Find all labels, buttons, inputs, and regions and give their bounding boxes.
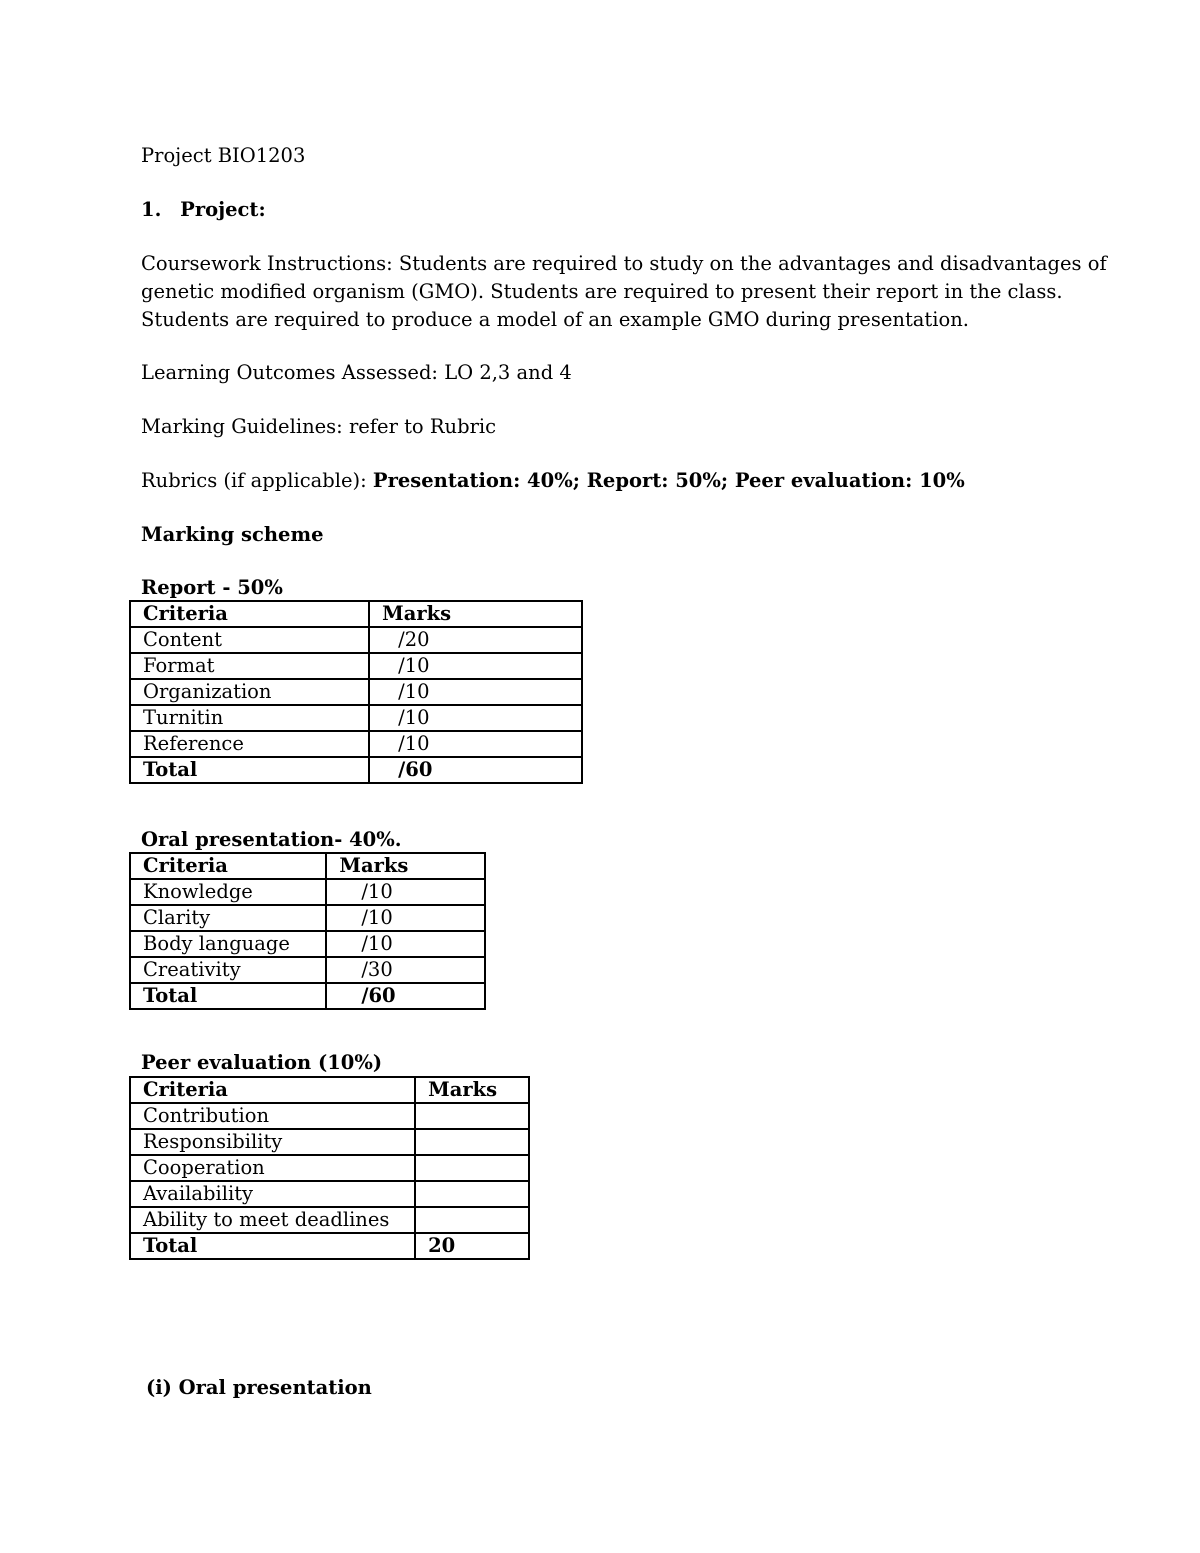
column-header: Criteria — [130, 1077, 415, 1103]
table-row — [130, 731, 582, 757]
criteria-cell: Ability to meet deadlines — [130, 1207, 415, 1233]
marks-cell: /20 — [369, 627, 582, 653]
report-caption: Report - 50% — [141, 576, 283, 599]
column-header: Criteria — [130, 853, 326, 879]
marks-cell: /10 — [369, 653, 582, 679]
criteria-cell: Responsibility — [130, 1129, 415, 1155]
table-row — [130, 679, 582, 705]
table-row — [130, 1181, 529, 1207]
criteria-cell: Clarity — [130, 905, 326, 931]
criteria-cell: Contribution — [130, 1103, 415, 1129]
section-number: 1. — [141, 198, 162, 221]
criteria-cell: Format — [130, 653, 369, 679]
marks-cell: /10 — [326, 905, 485, 931]
total-marks: /60 — [369, 757, 582, 783]
marks-cell: /10 — [369, 679, 582, 705]
rubrics-line — [141, 467, 965, 495]
table-total-row — [130, 757, 582, 783]
table-row — [130, 879, 485, 905]
total-marks: 20 — [415, 1233, 529, 1259]
table-row — [130, 1207, 529, 1233]
table-row — [130, 957, 485, 983]
criteria-cell: Turnitin — [130, 705, 369, 731]
oral-table — [129, 852, 486, 1010]
table-header-row — [130, 601, 582, 627]
marking-guidelines: Marking Guidelines: refer to Rubric — [141, 415, 497, 438]
table-row — [130, 653, 582, 679]
total-label: Total — [130, 1233, 415, 1259]
oral-presentation-heading: (i) Oral presentation — [146, 1376, 372, 1399]
marks-cell — [415, 1155, 529, 1181]
criteria-cell: Knowledge — [130, 879, 326, 905]
marks-cell: /10 — [369, 731, 582, 757]
peer-table — [129, 1076, 530, 1260]
peer-caption: Peer evaluation (10%) — [141, 1051, 383, 1074]
column-header: Marks — [415, 1077, 529, 1103]
learning-outcomes: Learning Outcomes Assessed: LO 2,3 and 4 — [141, 361, 572, 384]
instructions-line: genetic modified organism (GMO). Students are required to present their report in the class. — [141, 280, 1063, 303]
table-row — [130, 1155, 529, 1181]
oral-caption: Oral presentation- 40%. — [141, 828, 402, 851]
rubrics-label: Rubrics (if applicable): — [141, 469, 373, 492]
marks-cell — [415, 1207, 529, 1233]
criteria-cell: Availability — [130, 1181, 415, 1207]
marks-cell: /10 — [326, 879, 485, 905]
table-row — [130, 627, 582, 653]
total-label: Total — [130, 757, 369, 783]
coursework-instructions — [141, 250, 1107, 334]
criteria-cell: Content — [130, 627, 369, 653]
table-row — [130, 1129, 529, 1155]
rubrics-weights: Presentation: 40%; Report: 50%; Peer evaluation: 10% — [372, 469, 965, 492]
table-header-row — [130, 1077, 529, 1103]
document-title: Project BIO1203 — [141, 144, 306, 167]
section-title: Project: — [180, 198, 266, 221]
marks-cell: /10 — [369, 705, 582, 731]
table-total-row — [130, 983, 485, 1009]
table-total-row — [130, 1233, 529, 1259]
report-table — [129, 600, 583, 784]
criteria-cell: Cooperation — [130, 1155, 415, 1181]
criteria-cell: Creativity — [130, 957, 326, 983]
instructions-line: Students are required to produce a model of an example GMO during presentation. — [141, 308, 969, 331]
criteria-cell: Body language — [130, 931, 326, 957]
total-label: Total — [130, 983, 326, 1009]
table-row — [130, 705, 582, 731]
criteria-cell: Reference — [130, 731, 369, 757]
table-header-row — [130, 853, 485, 879]
marks-cell — [415, 1103, 529, 1129]
table-row — [130, 905, 485, 931]
marks-cell: /10 — [326, 931, 485, 957]
marks-cell — [415, 1129, 529, 1155]
section-heading — [141, 196, 266, 224]
table-row — [130, 931, 485, 957]
instructions-line: Coursework Instructions: Students are required to study on the advantages and disadvantages of — [141, 252, 1107, 275]
table-row — [130, 1103, 529, 1129]
column-header: Marks — [369, 601, 582, 627]
column-header: Marks — [326, 853, 485, 879]
total-marks: /60 — [326, 983, 485, 1009]
marks-cell — [415, 1181, 529, 1207]
column-header: Criteria — [130, 601, 369, 627]
criteria-cell: Organization — [130, 679, 369, 705]
marking-scheme-heading: Marking scheme — [141, 523, 324, 546]
marks-cell: /30 — [326, 957, 485, 983]
